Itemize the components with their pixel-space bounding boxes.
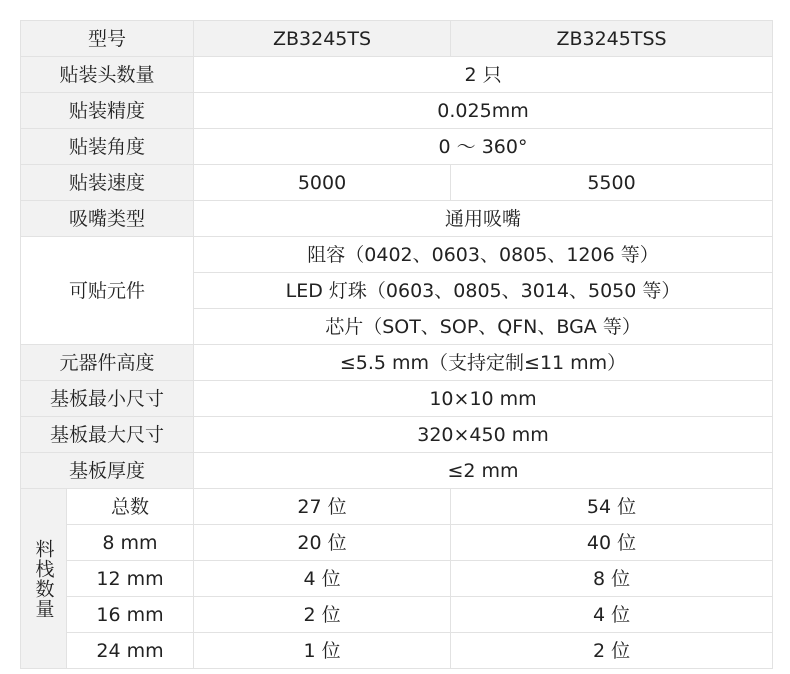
feeder-value-b: 2 位 [451,633,773,669]
feeder-label: 24 mm [67,633,194,669]
row-label: 贴装角度 [21,129,194,165]
row-value-a: 5000 [194,165,451,201]
row-value: ≤5.5 mm（支持定制≤11 mm） [194,345,773,381]
feeder-row [21,633,773,669]
row-label: 基板最小尺寸 [21,381,194,417]
row-label: 可贴元件 [21,237,194,345]
feeder-row [21,525,773,561]
spec-table [20,20,773,669]
feeder-label: 总数 [67,489,194,525]
angle-row [21,129,773,165]
component-item: 芯片（SOT、SOP、QFN、BGA 等） [194,309,773,345]
feeder-label: 8 mm [67,525,194,561]
feeder-value-b: 54 位 [451,489,773,525]
row-value: 2 只 [194,57,773,93]
min-board-row [21,381,773,417]
nozzle-row [21,201,773,237]
feeder-row [21,561,773,597]
row-value: 通用吸嘴 [194,201,773,237]
feeder-group-label: 料栈数量 [21,489,67,669]
row-label: 基板厚度 [21,453,194,489]
feeder-label: 16 mm [67,597,194,633]
feeder-value-a: 20 位 [194,525,451,561]
row-label: 基板最大尺寸 [21,417,194,453]
feeder-row [21,489,773,525]
row-label: 贴装速度 [21,165,194,201]
feeder-value-a: 2 位 [194,597,451,633]
row-value: 0.025mm [194,93,773,129]
feeder-value-b: 8 位 [451,561,773,597]
row-value: ≤2 mm [194,453,773,489]
row-label: 贴装精度 [21,93,194,129]
max-board-row [21,417,773,453]
feeder-value-a: 1 位 [194,633,451,669]
height-row [21,345,773,381]
feeder-value-a: 4 位 [194,561,451,597]
precision-row [21,93,773,129]
row-value-b: 5500 [451,165,773,201]
row-label: 元器件高度 [21,345,194,381]
row-label: 贴装头数量 [21,57,194,93]
row-value: 320×450 mm [194,417,773,453]
feeder-value-b: 4 位 [451,597,773,633]
speed-row [21,165,773,201]
feeder-value-a: 27 位 [194,489,451,525]
model-a-header: ZB3245TS [194,21,451,57]
model-header-label: 型号 [21,21,194,57]
components-row [21,237,773,273]
row-value: 0 ～ 360° [194,129,773,165]
component-item: 阻容（0402、0603、0805、1206 等） [194,237,773,273]
model-b-header: ZB3245TSS [451,21,773,57]
component-item: LED 灯珠（0603、0805、3014、5050 等） [194,273,773,309]
row-label: 吸嘴类型 [21,201,194,237]
feeder-label: 12 mm [67,561,194,597]
feeder-value-b: 40 位 [451,525,773,561]
header-row [21,21,773,57]
thickness-row [21,453,773,489]
feeder-row [21,597,773,633]
heads-row [21,57,773,93]
row-value: 10×10 mm [194,381,773,417]
